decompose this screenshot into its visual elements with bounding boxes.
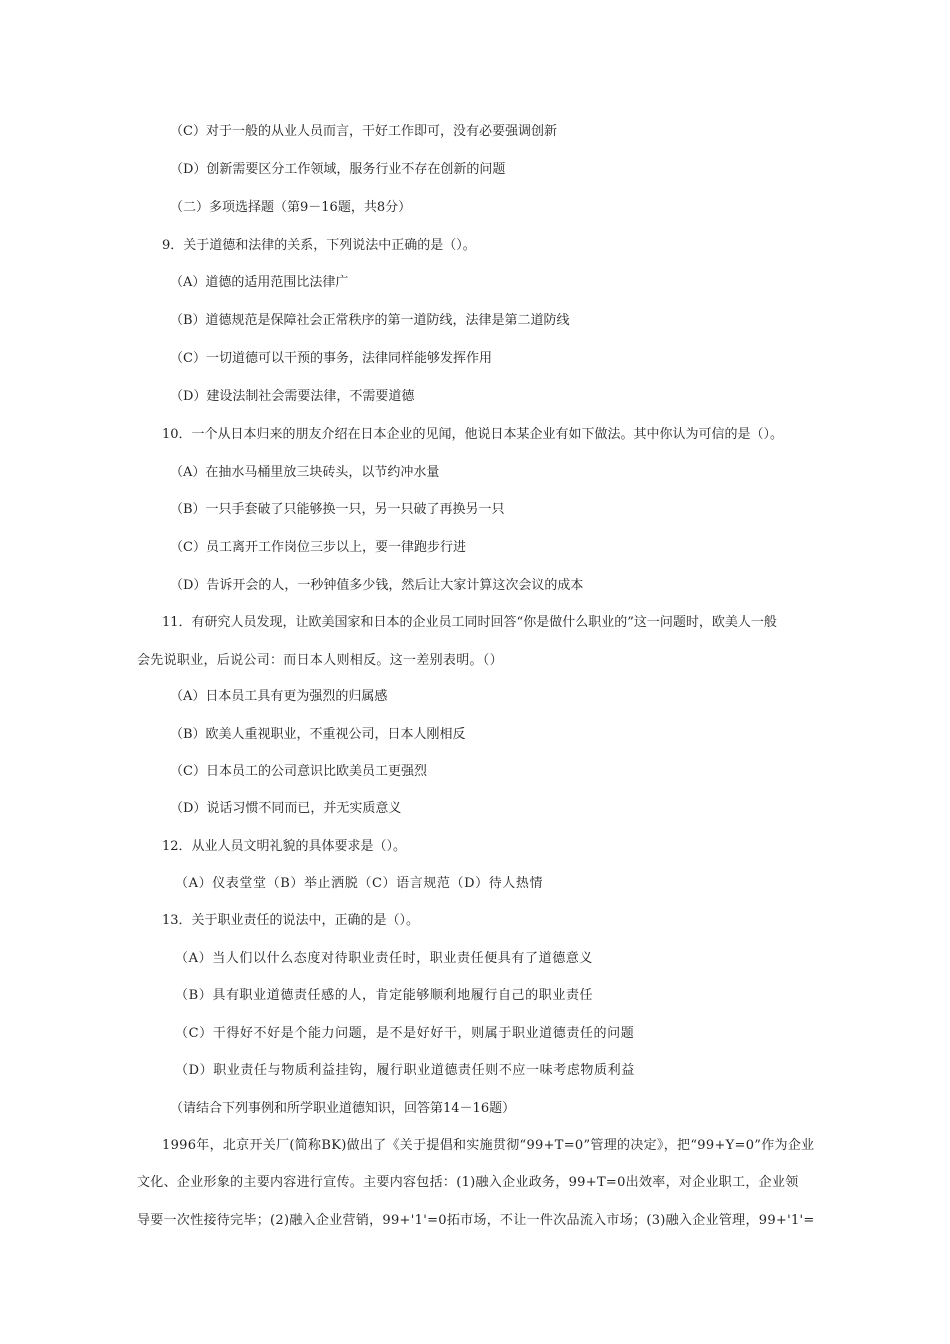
section-heading-multiple-choice: （二）多项选择题（第9－16题，共8分）	[170, 200, 412, 215]
q13-option-d: （D）职业责任与物质利益挂钩，履行职业道德责任则不应一味考虑物质利益	[175, 1063, 635, 1078]
q11-option-d: （D）说话习惯不同而已，并无实质意义	[170, 801, 402, 816]
q9-option-b: （B）道德规范是保障社会正常秩序的第一道防线，法律是第二道防线	[170, 313, 570, 328]
q10-option-b: （B）一只手套破了只能够换一只，另一只破了再换另一只	[170, 502, 505, 517]
q13-option-a: （A）当人们以什么态度对待职业责任时，职业责任便具有了道德意义	[175, 951, 593, 966]
option-d-innovation: （D）创新需要区分工作领域，服务行业不存在创新的问题	[170, 162, 506, 177]
q13-option-b: （B）具有职业道德责任感的人，肯定能够顺利地履行自己的职业责任	[175, 988, 594, 1003]
question-13: 13．关于职业责任的说法中，正确的是（）。	[162, 913, 420, 928]
q11-option-b: （B）欧美人重视职业，不重视公司，日本人刚相反	[170, 727, 466, 742]
question-10: 10．一个从日本归来的朋友介绍在日本企业的见闻，他说日本某企业有如下做法。其中你认为可信的是（）。	[162, 427, 784, 442]
q9-option-a: （A）道德的适用范围比法律广	[170, 275, 349, 290]
case-instructions: （请结合下列事例和所学职业道德知识，回答第14－16题）	[170, 1101, 516, 1116]
question-11-line-2: 会先说职业，后说公司：而日本人则相反。这一差别表明。（）	[137, 653, 503, 668]
q10-option-c: （C）员工离开工作岗位三步以上，要一律跑步行进	[170, 540, 466, 555]
q9-option-c: （C）一切道德可以干预的事务，法律同样能够发挥作用	[170, 351, 492, 366]
case-paragraph-line-3: 导要一次性接待完毕；(2)融入企业营销，99+'1'=0拓市场，不让一件次品流入市场；(3)融入企业管理，99+'1'=	[137, 1213, 815, 1228]
q13-option-c: （C）干得好不好是个能力问题，是不是好好干，则属于职业道德责任的问题	[175, 1026, 635, 1041]
q9-option-d: （D）建设法制社会需要法律，不需要道德	[170, 389, 415, 404]
option-c-innovation: （C）对于一般的从业人员而言，干好工作即可，没有必要强调创新	[170, 124, 557, 139]
question-9: 9．关于道德和法律的关系，下列说法中正确的是（）。	[162, 238, 476, 253]
q11-option-a: （A）日本员工具有更为强烈的归属感	[170, 689, 388, 704]
question-12: 12．从业人员文明礼貌的具体要求是（）。	[162, 839, 407, 854]
case-paragraph-line-2: 文化、企业形象的主要内容进行宣传。主要内容包括：(1)融入企业政务，99+T=0出效率，对企业职工，企业领	[137, 1175, 799, 1190]
q12-options: （A）仪表堂堂（B）举止洒脱（C）语言规范（D）待人热情	[175, 876, 544, 891]
question-11-line-1: 11．有研究人员发现，让欧美国家和日本的企业员工同时回答“你是做什么职业的”这一问题时，欧美人一般	[162, 615, 777, 630]
q10-option-a: （A）在抽水马桶里放三块砖头，以节约冲水量	[170, 465, 440, 480]
q10-option-d: （D）告诉开会的人，一秒钟值多少钱，然后让大家计算这次会议的成本	[170, 578, 584, 593]
case-paragraph-line-1: 1996年，北京开关厂(简称BK)做出了《关于提倡和实施贯彻“99+T=0”管理的决定》，把“99+Y=0”作为企业	[162, 1138, 815, 1153]
q11-option-c: （C）日本员工的公司意识比欧美员工更强烈	[170, 764, 427, 779]
